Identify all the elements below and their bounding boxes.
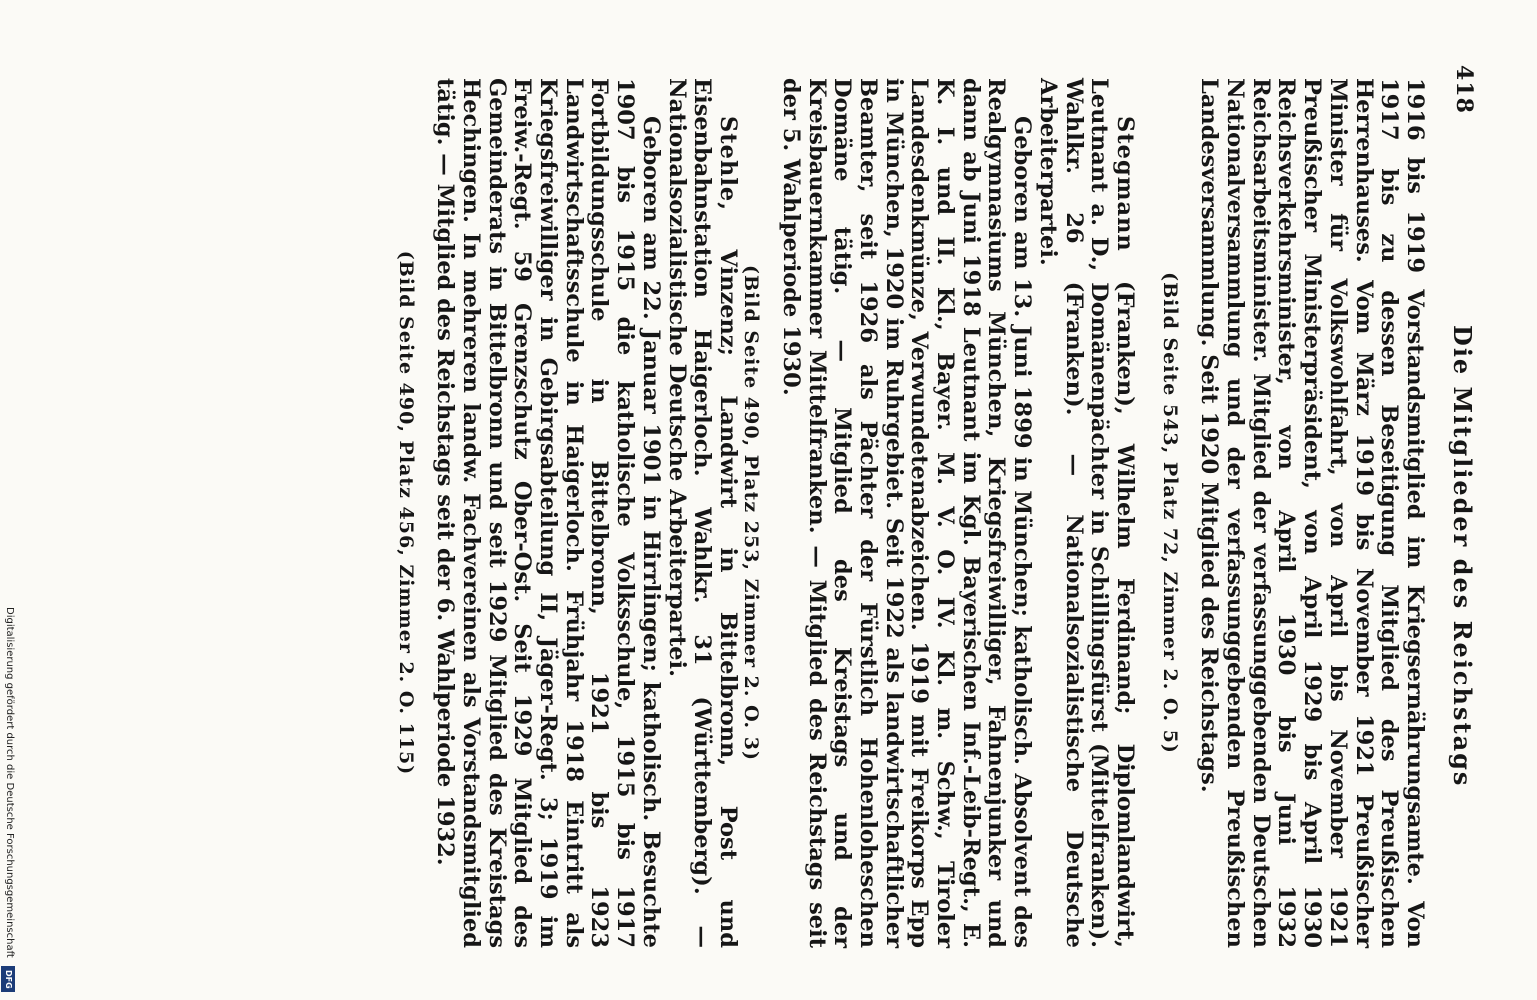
dfg-logo-icon: DFG xyxy=(1,966,15,992)
member-entry-stehle xyxy=(392,78,740,948)
member-details: (Franken), Wilhelm Ferdinand; Diplomlandwirt, Leutnant a. D., Domänenpächter in Schillingsfürst (Mittelfranken). Wahlkr. 26 (Franken). — Nationalsozialistische Deutsche Arbeiterpartei. xyxy=(1034,78,1138,948)
entry-heading xyxy=(1034,78,1137,948)
page-number: 418 xyxy=(1451,65,1477,114)
running-head: Die Mitglieder des Reichstags xyxy=(1448,325,1477,788)
member-name: Stegmann xyxy=(1112,116,1138,252)
entry-photo-reference: (Bild Seite 490, Platz 253, Zimmer 2. O. 3) xyxy=(740,264,763,761)
entry-biography: 1916 bis 1919 Vorstandsmitglied im Kriegsernährungsamte. Von 1917 bis zu dessen Beseitigung Mitglied des Preußischen Herrenhauses. Vom März 1919 bis November 1921 Preußischer Minister für Volkswohlfahrt, von April bis November 1921 Preußischer Ministerpräsident, von April 1929 bis April 1930 Reichsverkehrsminister, von April 1930 bis Juni 1932 Reichsarbeitsminister. Mitglied der verfassunggebenden Deutschen Nationalversammlung und der verfassunggebenden Preußischen Landesversammlung. Seit 1920 Mitglied des Reichstags. xyxy=(1196,78,1428,948)
entry-biography: Geboren am 13. Juni 1899 in München; katholisch. Absolvent des Realgymnasiums München, Kriegsfreiwilliger, Fahnenjunker und dann ab Juni 1918 Leutnant im Kgl. Bayerischen Inf.-Leib-Regt., E. K. I. und II. Kl., Bayer. M. V. O. IV. Kl. m. Schw., Tiroler Landesdenkmünze, Verwundetenabzeichen. 1919 mit Freikorps Epp in München, 1920 im Ruhrgebiet. Seit 1922 als landwirtschaftlicher Beamter, seit 1926 als Pächter der Fürstlich Hohenloheschen Domäne tätig. — Mitglied des Kreistags und der Kreisbauernkammer Mittelfranken. — Mitglied des Reichstags seit der 5. Wahlperiode 1930. xyxy=(777,78,1036,948)
member-details: , Vinzenz; Landwirt in Bittelbronn, Post und Eisenbahnstation Haigerloch. Wahlkr. 31 (Württemberg). — Nationalsozialistische Deutsche Arbeiterpartei. xyxy=(663,78,741,948)
entry-photo-reference: (Bild Seite 543, Platz 72, Zimmer 2. O. 5) xyxy=(1158,272,1181,754)
member-entry-continued xyxy=(1156,78,1427,948)
entry-biography: Geboren am 22. Januar 1901 in Hirrlingen; katholisch. Besuchte 1907 bis 1915 die katholische Volksschule, 1915 bis 1917 Fortbildungsschule in Bittelbronn, 1921 bis 1923 Landwirtschaftsschule in Haigerloch. Frühjahr 1918 Eintritt als Kriegsfreiwilliger in Gebirgsabteilung II, Jäger-Regt. 3; 1919 im Freiw.-Regt. 59 Grenzschutz Ober-Ost. Seit 1929 Mitglied des Gemeinderats in Bittelbronn und seit 1929 Mitglied des Kreistags Hechingen. In mehreren landw. Fachvereinen als Vorstandsmitglied tätig. — Mitglied des Reichstags seit der 6. Wahlperiode 1932. xyxy=(432,78,664,948)
member-entry-stegmann xyxy=(737,78,1137,948)
member-name: Stehle xyxy=(715,116,741,203)
entry-photo-reference: (Bild Seite 490, Platz 456, Zimmer 2. O. 115) xyxy=(394,250,417,776)
entry-heading xyxy=(663,78,740,948)
page-header xyxy=(1437,65,1477,965)
digitization-note: Digitalisierung gefördert durch die Deutsche Forschungsgemeinschaft xyxy=(4,607,15,958)
